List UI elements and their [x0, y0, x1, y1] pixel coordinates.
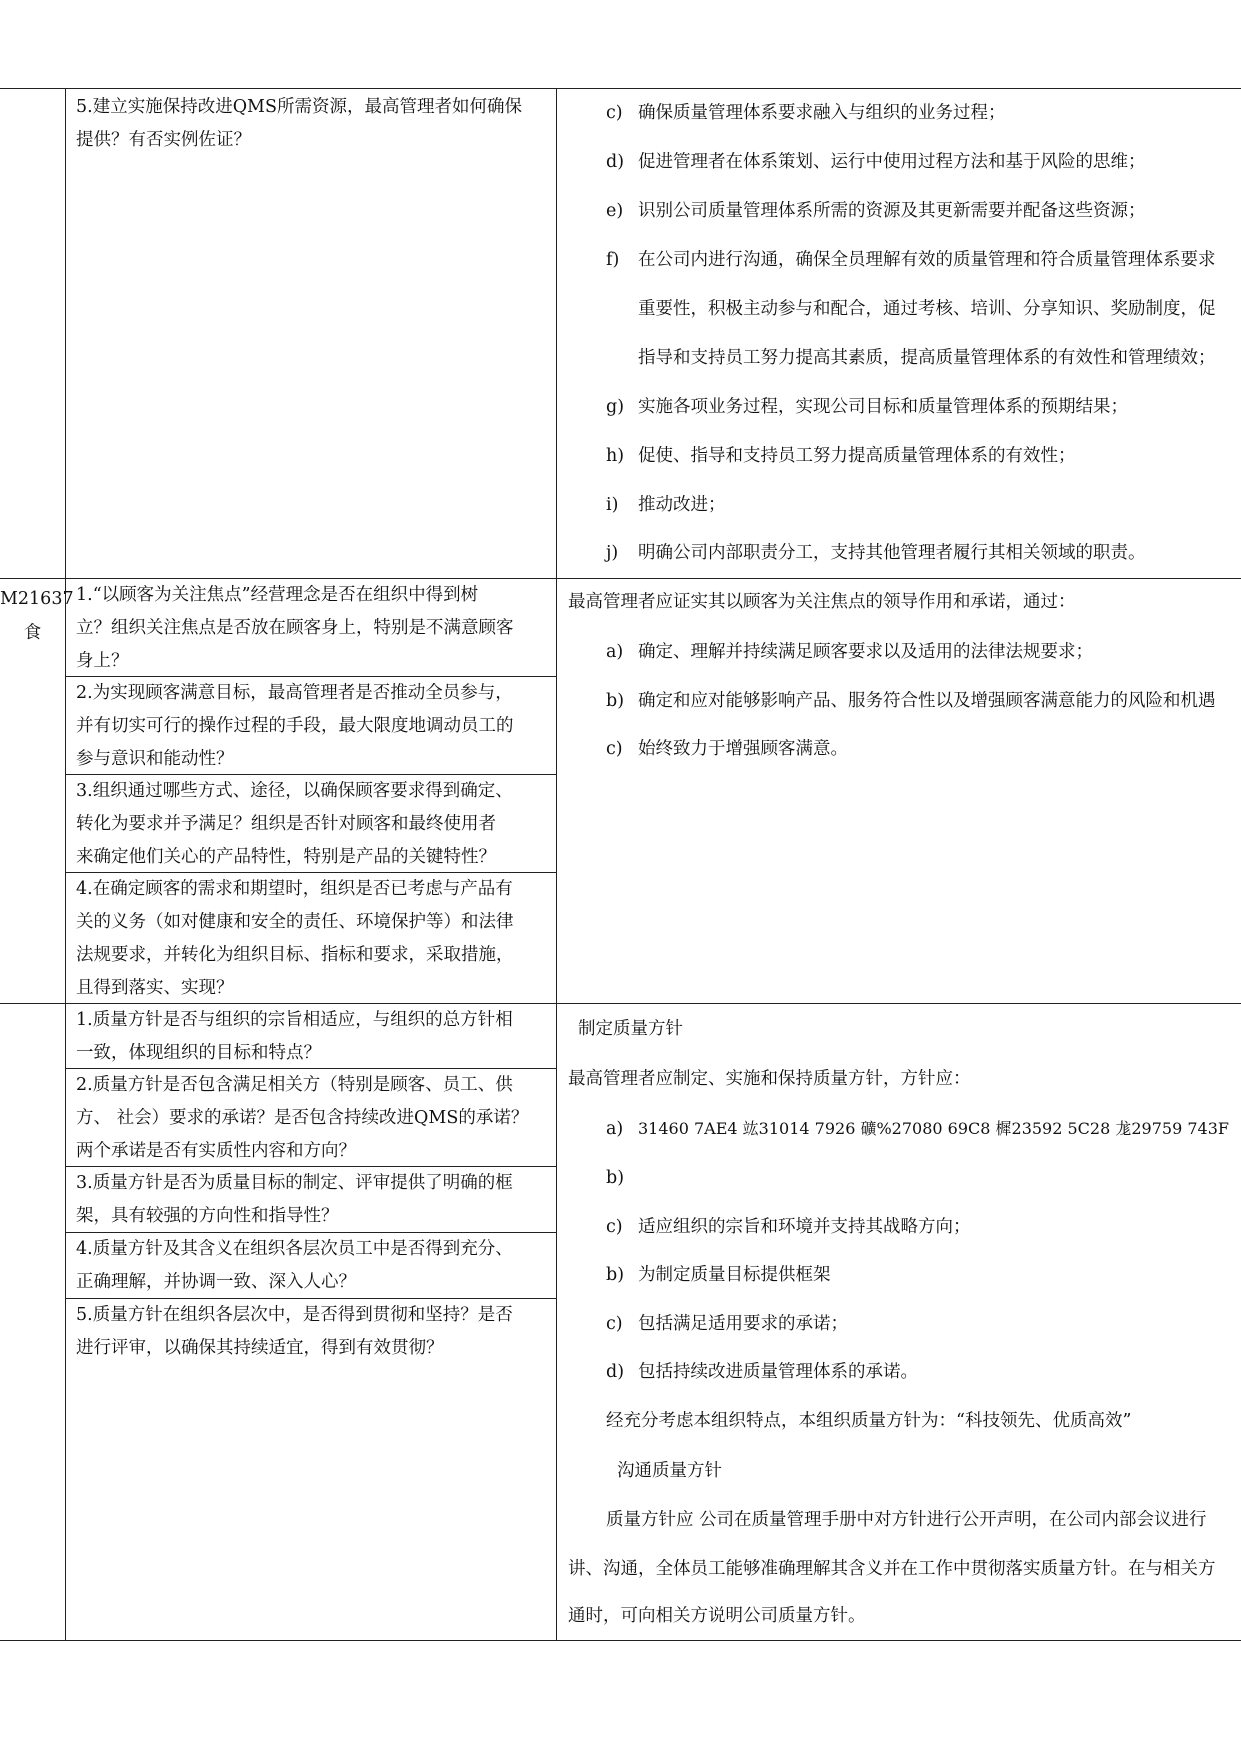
clause-line: 食	[23, 623, 42, 643]
paragraph-line: 质量方针应 公司在质量管理手册中对方针进行公开声明，在公司内部会议进行	[606, 1510, 1207, 1530]
question-line: 关的义务（如对健康和安全的责任、环境保护等）和法律	[76, 912, 514, 932]
requirement-item: j) 明确公司内部职责分工，支持其他管理者履行其相关领域的职责。	[606, 543, 1146, 563]
question-line: 立？组织关注焦点是否放在顾客身上，特别是不满意顾客	[76, 618, 514, 638]
requirement-item: d) 促进管理者在体系策划、运行中使用过程方法和基于风险的思维；	[606, 152, 1146, 172]
question-cell	[76, 1299, 513, 1365]
section-heading: 沟通质量方针	[617, 1461, 722, 1481]
requirement-item: a) 31460 7AE4 竑31014 7926 礦%27080 69C8 樨23592 5C28 尨29759 743F	[606, 1119, 1229, 1139]
clause-line: M21637	[0, 589, 74, 609]
clause-number-cell	[0, 582, 74, 650]
question-cell	[76, 1233, 513, 1299]
requirement-item: 指导和支持员工努力提高其素质，提高质量管理体系的有效性和管理绩效；	[638, 348, 1216, 368]
paragraph-line: 讲、沟通，全体员工能够准确理解其含义并在工作中贯彻落实质量方针。在与相关方	[568, 1559, 1216, 1579]
question-line: 来确定他们关心的产品特性，特别是产品的关键特性？	[76, 847, 496, 867]
requirement-item: h) 促使、指导和支持员工努力提高质量管理体系的有效性；	[606, 446, 1076, 466]
section-heading: 制定质量方针	[578, 1019, 683, 1039]
table-border-top	[0, 88, 1241, 89]
question-line: 并有切实可行的操作过程的手段，最大限度地调动员工的	[76, 716, 514, 736]
requirement-item: c) 包括满足适用要求的承诺；	[606, 1314, 848, 1334]
requirement-item: a) 确定、理解并持续满足顾客要求以及适用的法律法规要求；	[606, 642, 1093, 662]
requirement-item: c) 适应组织的宗旨和环境并支持其战略方向；	[606, 1217, 971, 1237]
question-line: 法规要求，并转化为组织目标、指标和要求，采取措施，	[76, 945, 514, 965]
requirement-item: c) 始终致力于增强顾客满意。	[606, 739, 848, 759]
question-line: 2.为实现顾客满意目标，最高管理者是否推动全员参与，	[76, 683, 513, 703]
requirement-item: b)	[606, 1168, 625, 1188]
column-divider-requirements	[556, 88, 557, 1640]
question-line: 2.质量方针是否包含满足相关方（特别是顾客、员工、供	[76, 1075, 513, 1095]
question-cell	[76, 873, 514, 1005]
question-line: 正确理解，并协调一致、深入人心？	[76, 1272, 356, 1292]
question-line: 两个承诺是否有实质性内容和方向？	[76, 1141, 356, 1161]
requirement-item: b) 为制定质量目标提供框架	[606, 1265, 831, 1285]
question-cell	[76, 1167, 513, 1233]
requirement-item: d) 包括持续改进质量管理体系的承诺。	[606, 1362, 918, 1382]
question-line: 3.组织通过哪些方式、途径，以确保顾客要求得到确定、	[76, 781, 513, 801]
quality-policy-statement: 经充分考虑本组织特点，本组织质量方针为：“科技领先、优质高效”	[606, 1411, 1132, 1431]
question-line: 进行评审，以确保其持续适宜，得到有效贯彻？	[76, 1338, 444, 1358]
question-cell	[76, 775, 513, 874]
question-cell	[76, 677, 514, 776]
requirement-item: e) 识别公司质量管理体系所需的资源及其更新需要并配备这些资源；	[606, 201, 1146, 221]
requirement-item: c) 确保质量管理体系要求融入与组织的业务过程；	[606, 103, 1006, 123]
question-line: 3.质量方针是否为质量目标的制定、评审提供了明确的框	[76, 1173, 513, 1193]
question-cell	[76, 579, 514, 678]
column-divider-clause	[65, 88, 66, 1640]
question-line: 5.建立实施保持改进QMS所需资源，最高管理者如何确保	[76, 97, 522, 117]
requirement-item: f) 在公司内进行沟通，确保全员理解有效的质量管理和符合质量管理体系要求	[606, 250, 1216, 270]
question-line: 转化为要求并予满足？组织是否针对顾客和最终使用者	[76, 814, 496, 834]
question-line: 且得到落实、实现？	[76, 978, 234, 998]
requirement-item: g) 实施各项业务过程，实现公司目标和质量管理体系的预期结果；	[606, 397, 1128, 417]
paragraph-line: 通时，可向相关方说明公司质量方针。	[568, 1606, 866, 1626]
question-line: 一致，体现组织的目标和特点？	[76, 1043, 321, 1063]
question-line: 4.质量方针及其含义在组织各层次员工中是否得到充分、	[76, 1239, 513, 1259]
question-cell	[76, 91, 522, 157]
requirement-item: b) 确定和应对能够影响产品、服务符合性以及增强顾客满意能力的风险和机遇	[606, 691, 1216, 711]
question-line: 方、 社会）要求的承诺？是否包含持续改进QMS的承诺？	[76, 1108, 529, 1128]
requirement-intro: 最高管理者应制定、实施和保持质量方针，方针应：	[568, 1069, 971, 1089]
question-line: 提供？有否实例佐证？	[76, 130, 251, 150]
question-cell	[76, 1004, 513, 1070]
question-line: 5.质量方针在组织各层次中，是否得到贯彻和坚持？是否	[76, 1305, 513, 1325]
question-line: 身上？	[76, 651, 129, 671]
question-line: 架，具有较强的方向性和指导性？	[76, 1206, 339, 1226]
question-cell	[76, 1069, 528, 1168]
question-line: 参与意识和能动性？	[76, 749, 234, 769]
question-line: 1.质量方针是否与组织的宗旨相适应，与组织的总方针相	[76, 1010, 513, 1030]
requirement-item: i) 推动改进；	[606, 495, 726, 515]
question-line: 1.“以顾客为关注焦点”经营理念是否在组织中得到树	[76, 585, 479, 605]
question-line: 4.在确定顾客的需求和期望时，组织是否已考虑与产品有	[76, 879, 513, 899]
requirement-intro: 最高管理者应证实其以顾客为关注焦点的领导作用和承诺，通过：	[568, 592, 1076, 612]
table-border-bottom	[0, 1640, 1241, 1641]
requirement-item: 重要性，积极主动参与和配合，通过考核、培训、分享知识、奖励制度，促	[638, 299, 1216, 319]
